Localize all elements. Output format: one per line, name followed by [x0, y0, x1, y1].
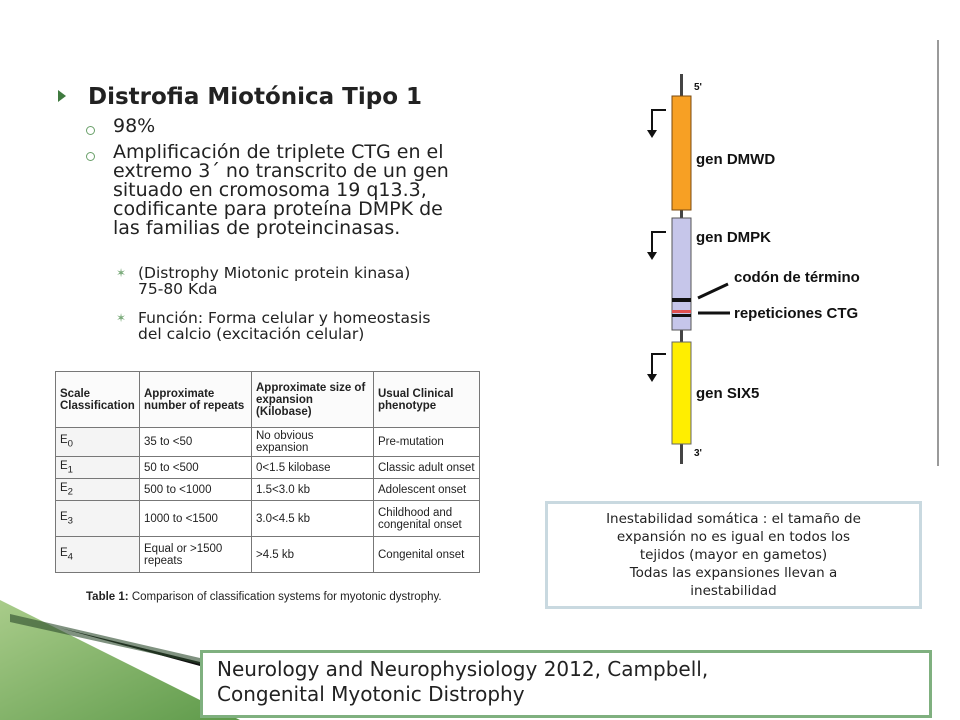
table-cell: Pre-mutation [374, 428, 480, 457]
text-line: del calcio (excitación celular) [138, 325, 365, 343]
arrow-down-icon [652, 110, 666, 132]
divider-line [937, 40, 939, 466]
arrow-head [647, 252, 657, 260]
table-row [56, 479, 480, 501]
star-bullet-icon: ✶ [116, 266, 127, 280]
gene-six5-block [672, 342, 691, 444]
table-cell: 1000 to <1500 [140, 501, 252, 537]
star-bullet-icon: ✶ [116, 311, 127, 325]
table-cell: Congenital onset [374, 537, 480, 573]
table-caption-text: Comparison of classification systems for myotonic dystrophy. [131, 591, 442, 603]
table-cell: 35 to <50 [140, 428, 252, 457]
table-cell: $E_0$ [56, 428, 140, 457]
text-line: Función: Forma celular y homeostasis [138, 309, 431, 327]
table-header-cell: Approximate number of repeats [140, 372, 252, 428]
reference-box [200, 650, 932, 718]
table-cell: Equal or >1500 repeats [140, 537, 252, 573]
table-header-cell: Approximate size of expansion (Kilobase) [252, 372, 374, 428]
subscript: 2 [67, 486, 73, 498]
text-line: Inestabilidad somática : el tamaño de [606, 511, 861, 527]
text-line: situado en cromosoma 19 q13.3, [113, 179, 427, 201]
table-caption-label: Table 1: [86, 591, 129, 603]
gene-diagram [630, 70, 910, 470]
table-cell: 500 to <1000 [140, 479, 252, 501]
table-row [56, 501, 480, 537]
arrow-head [647, 374, 657, 382]
table-cell: $E_3$ [56, 501, 140, 537]
table-cell: Classic adult onset [374, 457, 480, 479]
bullet-text [113, 143, 449, 238]
table-cell: Adolescent onset [374, 479, 480, 501]
table-row [56, 428, 480, 457]
table-header-row [56, 372, 480, 428]
text-line: 75-80 Kda [138, 280, 218, 298]
stop-codon-band [672, 298, 691, 302]
bullet-text [138, 265, 410, 297]
instability-note [545, 501, 922, 609]
text-line: Amplificación de triplete CTG en el [113, 141, 444, 163]
ctg-repeats-label: repeticiones CTG [734, 305, 859, 322]
gene-six5-label: gen SIX5 [696, 385, 760, 402]
subscript: 0 [67, 438, 73, 450]
circle-bullet-icon [86, 126, 95, 135]
stop-codon-label: codón de término [734, 269, 860, 286]
table-cell: 50 to <500 [140, 457, 252, 479]
bullet-text: 98% [113, 115, 156, 137]
reference-text [217, 657, 917, 707]
ctg-band-black [672, 314, 691, 317]
table-cell: 3.0<4.5 kb [252, 501, 374, 537]
table-header-cell: Scale Classification [56, 372, 140, 428]
ctg-band-red [672, 310, 691, 313]
table-row [56, 457, 480, 479]
text-line: Neurology and Neurophysiology 2012, Campbell, [217, 657, 709, 681]
text-line: codificante para proteína DMPK de [113, 198, 443, 220]
text-line: Congenital Myotonic Distrophy [217, 682, 525, 706]
table-caption [86, 591, 442, 603]
text-line: tejidos (mayor en gametos) [639, 547, 828, 563]
text-line: (Distrophy Miotonic protein kinasa) [138, 264, 411, 282]
subscript: 4 [67, 551, 73, 563]
gene-dmwd-label: gen DMWD [696, 151, 776, 168]
five-prime-label: 5' [694, 82, 702, 93]
bullet-arrow-icon [58, 90, 66, 102]
table-cell: $E_4$ [56, 537, 140, 573]
subscript: 1 [67, 464, 73, 476]
gene-dmpk-label: gen DMPK [696, 229, 771, 246]
circle-bullet-icon [86, 152, 95, 161]
slide-heading: Distrofia Miotónica Tipo 1 [88, 84, 423, 110]
classification-table [55, 371, 480, 573]
text-line: inestabilidad [690, 583, 777, 599]
table-cell: >4.5 kb [252, 537, 374, 573]
table-cell: 1.5<3.0 kb [252, 479, 374, 501]
table-cell: 0<1.5 kilobase [252, 457, 374, 479]
table-cell: Childhood and congenital onset [374, 501, 480, 537]
table-cell: $E_1$ [56, 457, 140, 479]
arrow-head [647, 130, 657, 138]
bullet-text [138, 310, 430, 342]
gene-dmwd-block [672, 96, 691, 210]
arrow-down-icon [652, 232, 666, 254]
note-text [556, 510, 911, 600]
table-cell: No obvious expansion [252, 428, 374, 457]
text-line: expansión no es igual en todos los [616, 529, 851, 545]
arrow-down-icon [652, 354, 666, 376]
text-line: extremo 3´ no transcrito de un gen [113, 160, 449, 182]
stop-codon-pointer [698, 284, 728, 298]
table-cell: $E_2$ [56, 479, 140, 501]
subscript: 3 [67, 515, 73, 527]
gene-dmpk-block [672, 218, 691, 330]
three-prime-label: 3' [694, 448, 702, 459]
text-line: las familias de proteincinasas. [113, 217, 401, 239]
table-header-cell: Usual Clinical phenotype [374, 372, 480, 428]
table-row [56, 537, 480, 573]
text-line: Todas las expansiones llevan a [629, 565, 838, 581]
